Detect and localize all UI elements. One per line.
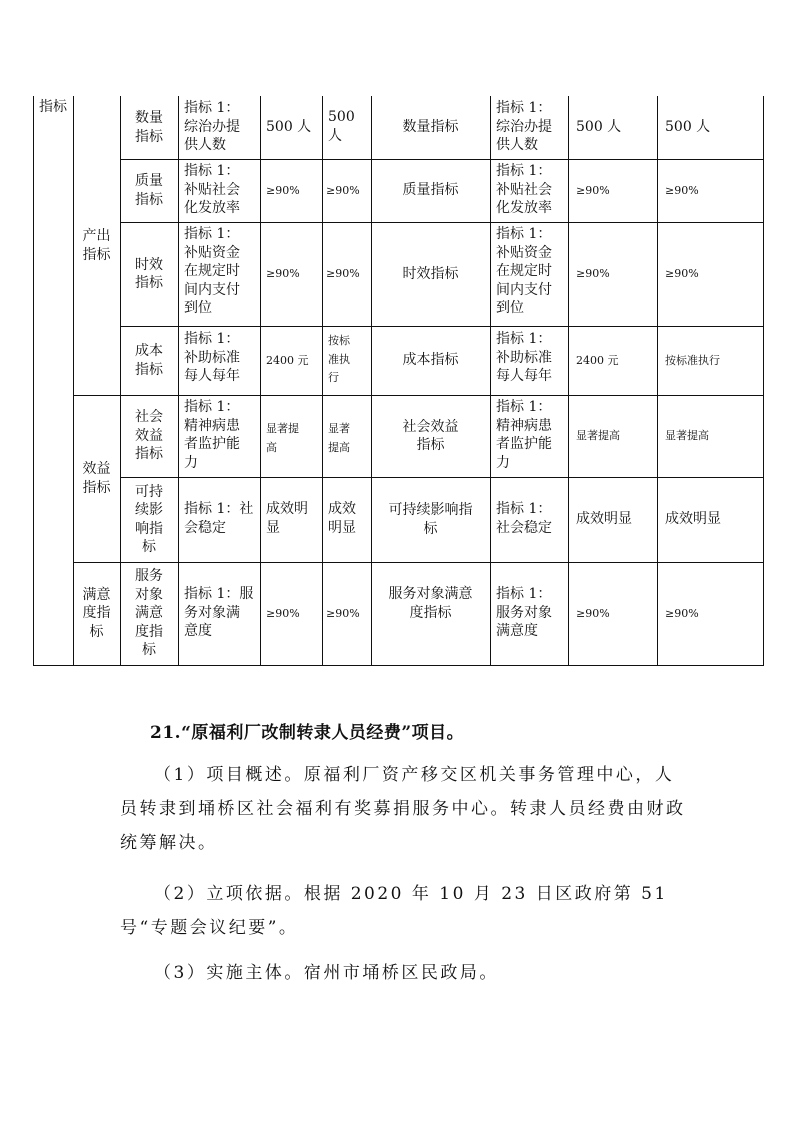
target-value: 500 人 — [266, 119, 312, 136]
actual-value: ≥90% — [665, 183, 699, 197]
target-value: ≥90% — [576, 606, 610, 620]
indicator-description: 指标 1： 服务对象 满意度 — [496, 586, 552, 639]
target-value: ≥90% — [576, 183, 610, 197]
indicator-description: 指标 1： 补贴资金 在规定时 间内支付 到位 — [496, 226, 552, 316]
target-value: ≥90% — [266, 606, 300, 620]
level3-indicator: 时效指标 — [402, 265, 459, 282]
actual-value: 500 人 — [665, 119, 711, 136]
paragraph-text: （2）立项依据。根据 2020 年 10 月 23 日区政府第 51 号“专题会议纪要”。 — [120, 884, 668, 938]
level3-indicator: 可持续影响指 标 — [388, 502, 473, 537]
level3-indicator: 质量 指标 — [135, 173, 163, 208]
level3-indicator: 时效 指标 — [135, 256, 163, 291]
level3-indicator: 质量指标 — [402, 182, 459, 199]
actual-value: 显著提高 — [665, 429, 709, 442]
level3-indicator: 数量指标 — [402, 119, 459, 136]
actual-value: ≥90% — [326, 183, 360, 197]
level3-indicator: 数量 指标 — [135, 110, 163, 145]
level3-indicator: 社会 效益 指标 — [135, 409, 163, 463]
table-border-left — [33, 96, 34, 666]
actual-value: 显著 提高 — [328, 422, 350, 454]
target-value: 500 人 — [576, 119, 622, 136]
target-value: 显著提 高 — [266, 422, 299, 454]
paragraph-text: （1）项目概述。原福利厂资产移交区机关事务管理中心，人员转隶到埇桥区社会福利有奖募捐服务中心。转隶人员经费由财政统筹解决。 — [120, 765, 686, 853]
paragraph-overview — [120, 758, 690, 860]
output-indicator-group: 产出 指标 — [82, 228, 111, 263]
target-value: 成效明 显 — [266, 501, 308, 536]
paragraph-text: （3）实施主体。宿州市埇桥区民政局。 — [154, 963, 499, 983]
section-heading: 21.“原福利厂改制转隶人员经费”项目。 — [150, 723, 465, 743]
benefit-indicator-group: 效益 指标 — [82, 461, 111, 496]
actual-value: 500 人 — [328, 109, 355, 144]
table-border-bottom — [33, 665, 764, 666]
indicator-description: 指标 1： 综治办提 供人数 — [184, 100, 240, 153]
target-value: 显著提高 — [576, 429, 620, 442]
actual-value: 按标准执行 — [665, 353, 720, 367]
target-value: ≥90% — [266, 183, 300, 197]
actual-value: ≥90% — [665, 267, 699, 280]
level3-indicator: 成本指标 — [402, 352, 459, 369]
actual-value: ≥90% — [326, 267, 360, 280]
indicator-description: 指标 1： 综治办提 供人数 — [496, 100, 552, 153]
level3-indicator: 可持 续影 响指 标 — [135, 483, 163, 555]
paragraph-implementer — [120, 956, 690, 990]
indicator-description: 指标 1：服 务对象满 意度 — [184, 586, 254, 639]
indicator-description: 指标 1： 补助标准 每人每年 — [184, 331, 240, 384]
indicator-description: 指标 1： 补贴社会 化发放率 — [184, 163, 240, 216]
paragraph-basis — [120, 877, 690, 945]
indicator-description: 指标 1： 补贴资金 在规定时 间内支付 到位 — [184, 226, 240, 316]
actual-value: ≥90% — [665, 606, 699, 620]
level3-indicator: 社会效益 指标 — [402, 418, 459, 453]
level3-indicator: 服务对象满意 度指标 — [388, 586, 473, 621]
target-value: 成效明显 — [576, 511, 632, 528]
target-value: 2400 元 — [576, 353, 619, 367]
target-value: ≥90% — [266, 267, 300, 280]
table-border-right — [763, 96, 764, 666]
satisfaction-indicator-group: 满意 度指 标 — [82, 586, 111, 640]
indicator-description: 指标 1： 精神病患 者监护能 力 — [496, 399, 552, 471]
actual-value: 按标 准执 行 — [328, 334, 350, 384]
indicator-description: 指标 1： 补助标准 每人每年 — [496, 331, 552, 384]
level3-indicator: 成本 指标 — [135, 343, 163, 378]
indicator-description: 指标 1： 精神病患 者监护能 力 — [184, 399, 240, 471]
actual-value: 成效明显 — [665, 511, 721, 528]
indicator-description: 指标 1：社 会稳定 — [184, 501, 254, 536]
indicator-description: 指标 1： 补贴社会 化发放率 — [496, 163, 552, 216]
target-value: 2400 元 — [266, 353, 309, 367]
actual-value: ≥90% — [326, 606, 360, 620]
indicator-description: 指标 1： 社会稳定 — [496, 501, 552, 536]
level1-indicator: 指标 — [39, 99, 67, 115]
level3-indicator: 服务 对象 满意 度指 标 — [135, 568, 163, 659]
target-value: ≥90% — [576, 267, 610, 280]
actual-value: 成效 明显 — [328, 501, 356, 536]
